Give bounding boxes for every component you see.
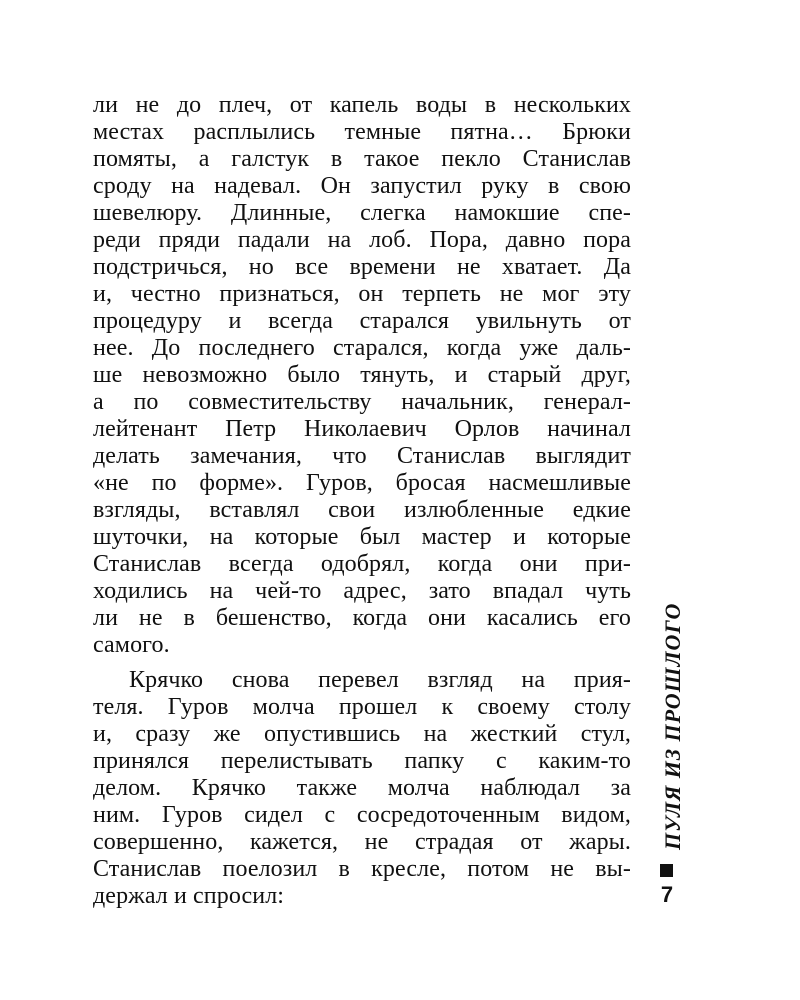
text-line: самого. bbox=[93, 632, 170, 658]
text-line: процедуру и всегда старался увильнуть от bbox=[93, 308, 631, 334]
text-line: Станислав всегда одобрял, когда они при- bbox=[93, 551, 631, 577]
square-marker-icon bbox=[660, 864, 673, 877]
text-line: взгляды, вставлял свои излюбленные едкие bbox=[93, 497, 631, 523]
text-line: и, сразу же опустившись на жесткий стул, bbox=[93, 721, 631, 747]
running-head-title: ПУЛЯ ИЗ ПРОШЛОГО bbox=[660, 602, 685, 850]
page-number: 7 bbox=[660, 882, 674, 907]
text-line: делать замечания, что Станислав выглядит bbox=[93, 443, 631, 469]
text-line: держал и спросил: bbox=[93, 883, 285, 909]
text-line: Станислав поелозил в кресле, потом не вы- bbox=[93, 856, 631, 882]
body-text bbox=[93, 92, 631, 910]
text-line: ходились на чей-то адрес, зато впадал чуть bbox=[93, 578, 631, 604]
paragraph-1 bbox=[93, 92, 631, 659]
text-line: Крячко снова перевел взгляд на прия- bbox=[129, 667, 631, 693]
text-line: ше невозможно было тянуть, и старый друг, bbox=[93, 362, 631, 388]
text-line: теля. Гуров молча прошел к своему столу bbox=[93, 694, 631, 720]
paragraph-2 bbox=[93, 667, 631, 910]
text-line: нее. До последнего старался, когда уже даль- bbox=[93, 335, 631, 361]
text-line: реди пряди падали на лоб. Пора, давно пора bbox=[93, 227, 631, 253]
text-line: лейтенант Петр Николаевич Орлов начинал bbox=[93, 416, 631, 442]
text-line: шуточки, на которые был мастер и которые bbox=[93, 524, 631, 550]
text-line: ли не в бешенство, когда они касались его bbox=[93, 605, 631, 631]
text-line: а по совместительству начальник, генерал- bbox=[93, 389, 631, 415]
text-line: «не по форме». Гуров, бросая насмешливые bbox=[93, 470, 631, 496]
text-line: делом. Крячко также молча наблюдал за bbox=[93, 775, 631, 801]
running-head bbox=[649, 602, 685, 850]
text-line: ним. Гуров сидел с сосредоточенным видом, bbox=[93, 802, 631, 828]
text-line: сроду на надевал. Он запустил руку в свою bbox=[93, 173, 631, 199]
text-line: и, честно признаться, он терпеть не мог эту bbox=[93, 281, 631, 307]
text-line: местах расплылись темные пятна… Брюки bbox=[93, 119, 631, 145]
text-line: принялся перелистывать папку с каким-то bbox=[93, 748, 631, 774]
text-line: помяты, а галстук в такое пекло Станислав bbox=[93, 146, 631, 172]
text-line: шевелюру. Длинные, слегка намокшие спе- bbox=[93, 200, 631, 226]
text-line: совершенно, кажется, не страдая от жары. bbox=[93, 829, 631, 855]
text-line: ли не до плеч, от капель воды в нескольких bbox=[93, 92, 631, 118]
text-line: подстричься, но все времени не хватает. Да bbox=[93, 254, 631, 280]
